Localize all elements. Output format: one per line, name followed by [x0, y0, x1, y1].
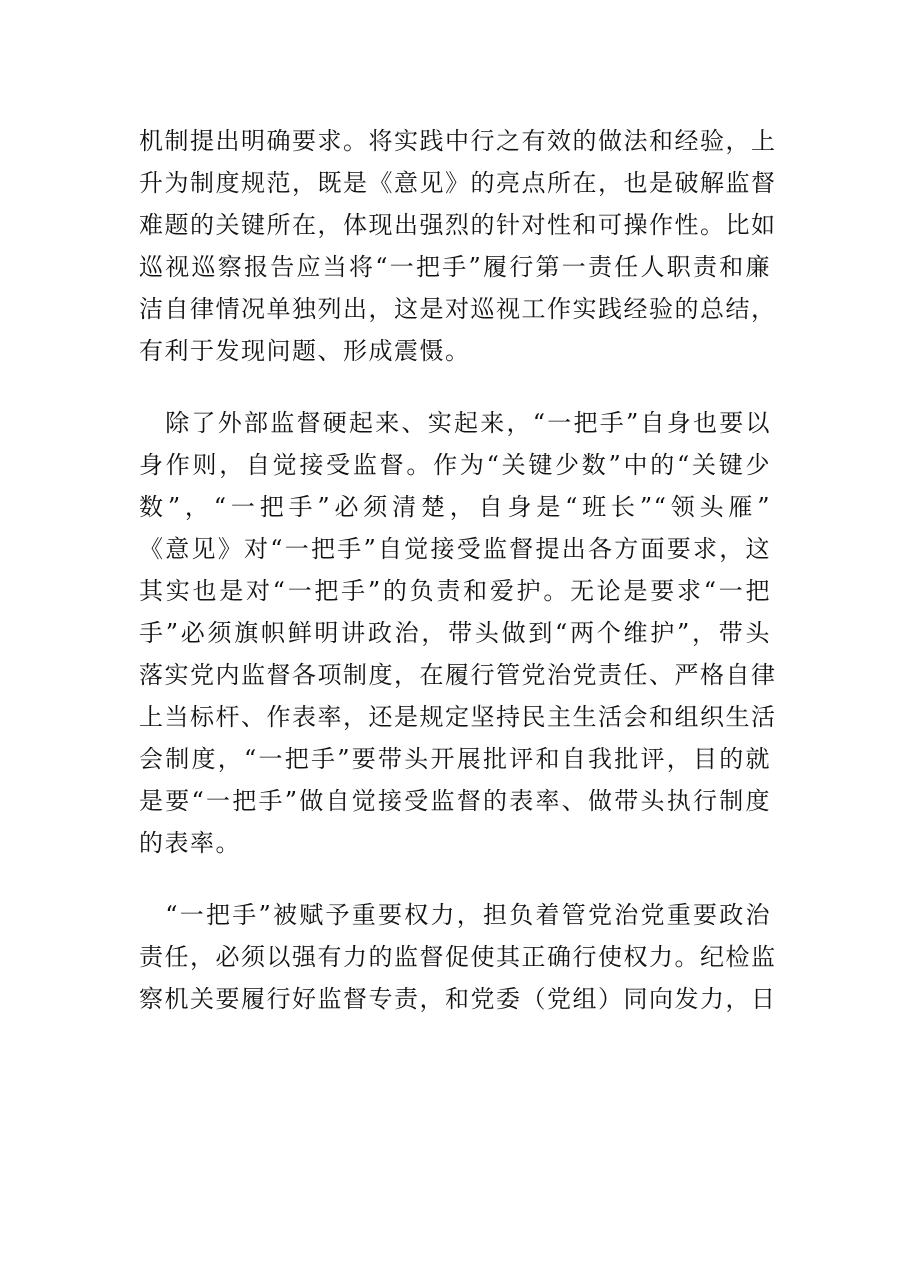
document-body	[139, 120, 777, 1020]
text-line: 察机关要履行好监督专责，和党委（党组）同向发力，日	[139, 985, 777, 1013]
text-line: 巡视巡察报告应当将“一把手”履行第一责任人职责和廉	[139, 253, 771, 281]
text-line: 难题的关键所在，体现出强烈的针对性和可操作性。比如	[139, 211, 777, 239]
text-line: 的表率。	[139, 829, 241, 857]
text-line: 是要“一把手”做自觉接受监督的表率、做带头执行制度	[139, 787, 771, 815]
text-line: 其实也是对“一把手”的负责和爱护。无论是要求“一把	[139, 577, 771, 605]
text-line: 升为制度规范，既是《意见》的亮点所在，也是破解监督	[139, 169, 777, 197]
text-line: 责任，必须以强有力的监督促使其正确行使权力。纪检监	[139, 943, 777, 971]
text-line: 除了外部监督硬起来、实起来，“一把手”自身也要以	[139, 409, 771, 437]
text-line: “一把手”被赋予重要权力，担负着管党治党重要政治	[139, 901, 771, 929]
paragraph-1	[139, 120, 777, 372]
text-line: 数”，“一把手”必须清楚，自身是“班长”“领头雁”	[139, 493, 771, 521]
text-line: 落实党内监督各项制度，在履行管党治党责任、严格自律	[139, 661, 777, 689]
text-line: 《意见》对“一把手”自觉接受监督提出各方面要求，这	[139, 535, 771, 563]
text-line: 会制度，“一把手”要带头开展批评和自我批评，目的就	[139, 745, 771, 773]
text-line: 机制提出明确要求。将实践中行之有效的做法和经验，上	[139, 127, 777, 155]
text-line: 身作则，自觉接受监督。作为“关键少数”中的“关键少	[139, 451, 771, 479]
text-line: 上当标杆、作表率，还是规定坚持民主生活会和组织生活	[139, 703, 777, 731]
paragraph-gap	[139, 864, 771, 894]
text-line: 有利于发现问题、形成震慑。	[139, 337, 471, 365]
text-line: 手”必须旗帜鲜明讲政治，带头做到“两个维护”，带头	[139, 619, 771, 647]
text-line: 洁自律情况单独列出，这是对巡视工作实践经验的总结，	[139, 295, 777, 323]
paragraph-3	[139, 894, 777, 1020]
paragraph-2	[139, 402, 777, 864]
paragraph-gap	[139, 372, 771, 402]
